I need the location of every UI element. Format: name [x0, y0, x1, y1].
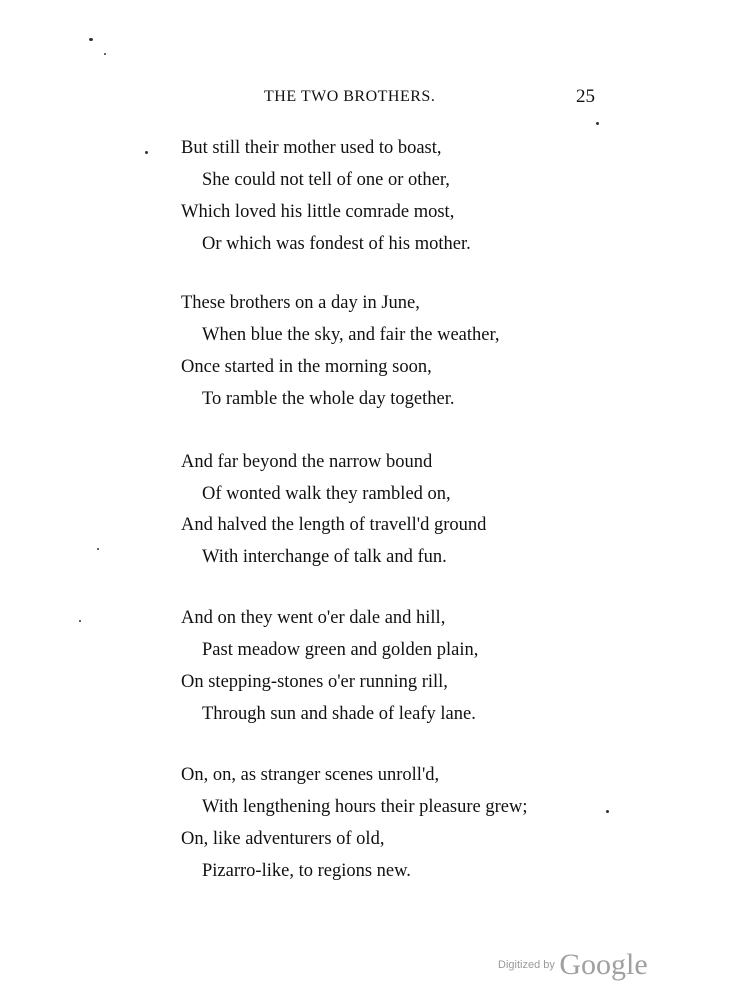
scan-speck [104, 53, 106, 55]
running-title: THE TWO BROTHERS. [264, 88, 436, 105]
poem-line: And far beyond the narrow bound [181, 452, 433, 472]
poem-line: These brothers on a day in June, [181, 293, 420, 313]
poem-line: Through sun and shade of leafy lane. [202, 704, 476, 724]
poem-line: And halved the length of travell'd ground [181, 515, 487, 535]
poem-line: Or which was fondest of his mother. [202, 234, 471, 254]
poem-line: Which loved his little comrade most, [181, 202, 455, 222]
scan-speck [606, 810, 609, 813]
scan-speck [89, 38, 93, 41]
poem-line: On stepping-stones o'er running rill, [181, 672, 448, 692]
poem-line: On, like adventurers of old, [181, 829, 385, 849]
poem-line: On, on, as stranger scenes unroll'd, [181, 765, 440, 785]
poem-line: Past meadow green and golden plain, [202, 640, 479, 660]
poem-line: Once started in the morning soon, [181, 357, 432, 377]
google-digitized-watermark [498, 948, 648, 982]
poem-line: With interchange of talk and fun. [202, 547, 447, 567]
scan-speck [79, 620, 81, 622]
poem-line: When blue the sky, and fair the weather, [202, 325, 500, 345]
poem-line: But still their mother used to boast, [181, 138, 442, 158]
poem-line: Pizarro-like, to regions new. [202, 861, 411, 881]
scan-speck [97, 548, 99, 550]
google-logo: Google [559, 948, 648, 981]
poem-line: To ramble the whole day together. [202, 389, 455, 409]
scan-speck [596, 122, 599, 125]
scan-speck [145, 151, 148, 154]
poem-line: She could not tell of one or other, [202, 170, 450, 190]
watermark-prefix: Digitized by [498, 959, 555, 971]
poem-line: And on they went o'er dale and hill, [181, 608, 446, 628]
poem-line: With lengthening hours their pleasure grew; [202, 797, 528, 817]
poem-line: Of wonted walk they rambled on, [202, 484, 451, 504]
page-number: 25 [576, 86, 595, 107]
